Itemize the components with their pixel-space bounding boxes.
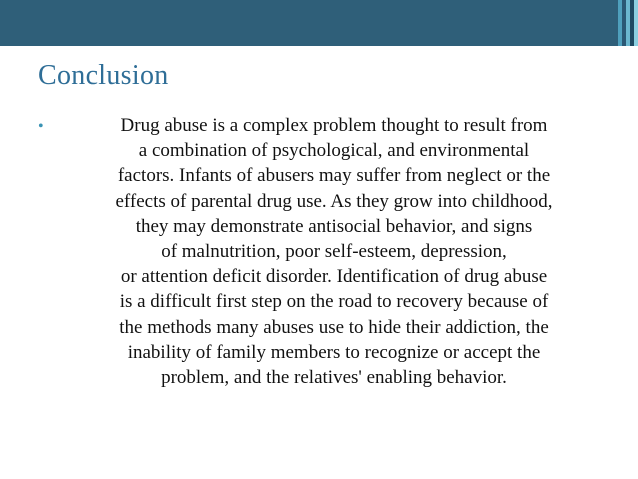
header-stripe bbox=[634, 0, 638, 46]
bullet-icon: • bbox=[38, 118, 44, 135]
header-band bbox=[0, 0, 638, 46]
text-line: a combination of psychological, and environmental bbox=[138, 140, 530, 162]
text-line: inability of family members to recognize or accept the bbox=[127, 341, 541, 363]
bullet-text bbox=[58, 113, 610, 390]
slide-title: Conclusion bbox=[38, 60, 169, 91]
text-line: factors. Infants of abusers may suffer from neglect or the bbox=[117, 165, 551, 187]
text-line: or attention deficit disorder. Identification of drug abuse bbox=[120, 266, 548, 288]
text-line: of malnutrition, poor self-esteem, depression, bbox=[161, 241, 507, 263]
text-line: they may demonstrate antisocial behavior, and signs bbox=[135, 215, 533, 237]
text-line: effects of parental drug use. As they grow into childhood, bbox=[115, 190, 553, 212]
header-stripes bbox=[618, 0, 638, 46]
text-line: Drug abuse is a complex problem thought to result from bbox=[120, 115, 548, 136]
text-line: problem, and the relatives' enabling behavior. bbox=[161, 367, 507, 389]
text-line: is a difficult first step on the road to recovery because of bbox=[119, 291, 549, 313]
text-line: the methods many abuses use to hide their addiction, the bbox=[119, 316, 549, 338]
